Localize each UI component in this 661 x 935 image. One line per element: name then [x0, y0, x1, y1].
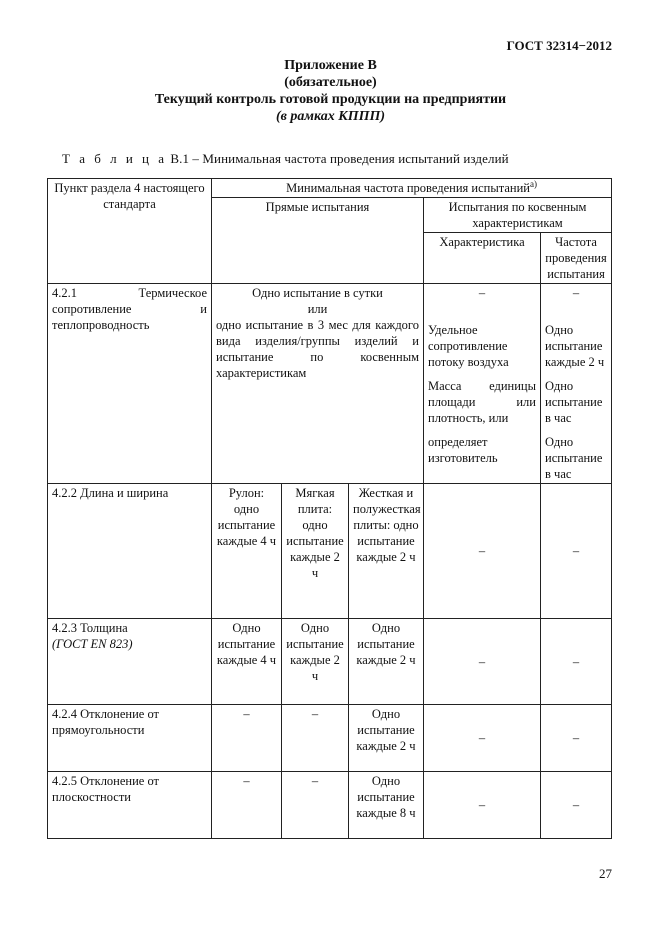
appendix-subheading: (в рамках КППП)	[275, 109, 386, 124]
row-rigid-cell	[349, 619, 424, 705]
frequency-dash: –	[572, 654, 580, 669]
rigid-board-frequency: Одно испытание каждые 8 ч	[356, 774, 416, 820]
row-soft-cell	[282, 484, 349, 619]
row-soft-cell	[282, 705, 349, 772]
row-characteristic-cell	[424, 484, 541, 619]
header-frequency-footnote: а)	[529, 178, 537, 189]
row-soft-cell	[282, 772, 349, 839]
frequency-dash: –	[572, 798, 580, 812]
row-item-cell	[48, 772, 212, 839]
characteristic-dash: –	[478, 654, 486, 669]
frequency-mass: Одно испытание в час	[545, 379, 603, 425]
frequency-dash: –	[572, 731, 580, 745]
frequency-manufacturer: Одно испытание в час	[545, 435, 603, 481]
appendix-status: (обязательное)	[284, 75, 377, 90]
row-direct-cell	[212, 284, 424, 484]
header-test-frequency-label: Частота проведения испытания	[545, 235, 607, 281]
characteristic-dash: –	[478, 798, 486, 812]
roll-frequency: –	[243, 774, 250, 788]
soft-board-frequency: Одно испытание каждые 2 ч	[286, 621, 344, 683]
row-frequency-cell	[541, 284, 612, 484]
characteristic-dash: –	[478, 286, 486, 300]
table-caption-prefix: Т а б л и ц а	[62, 151, 167, 166]
row-item-label: 4.2.2 Длина и ширина	[52, 486, 169, 500]
frequency-dash: –	[572, 286, 580, 300]
frequency-dash: –	[572, 544, 580, 558]
row-item-label: 4.2.1 Термическое сопротивление и теплопроводность	[52, 286, 207, 332]
characteristic-dash: –	[478, 544, 486, 558]
row-characteristic-cell	[424, 772, 541, 839]
row-rigid-cell	[349, 705, 424, 772]
row-soft-cell	[282, 619, 349, 705]
header-characteristic-cell	[424, 233, 541, 284]
header-direct-cell	[212, 198, 424, 284]
header-frequency-cell	[212, 179, 612, 198]
characteristic-dash: –	[478, 731, 486, 745]
direct-line-3: одно испытание в 3 мес для каждого вида изделия/группы изделий и испытание по косвенным характеристикам	[216, 318, 419, 380]
table-row	[48, 705, 612, 772]
header-test-frequency-cell	[541, 233, 612, 284]
row-frequency-cell	[541, 705, 612, 772]
row-characteristic-cell	[424, 619, 541, 705]
row-roll-cell	[212, 484, 282, 619]
header-indirect-label: Испытания по косвенным характеристикам	[448, 200, 587, 230]
row-item-cell	[48, 705, 212, 772]
header-direct-label: Прямые испытания	[265, 200, 370, 214]
direct-line-1: Одно испытание в сутки	[252, 286, 383, 300]
row-item-cell	[48, 284, 212, 484]
row-rigid-cell	[349, 484, 424, 619]
rigid-board-frequency: Жесткая и полужесткая плиты: одно испытание каждые 2 ч	[353, 486, 421, 564]
row-item-cell	[48, 619, 212, 705]
document-code: ГОСТ 32314−2012	[506, 38, 612, 53]
table-caption-text: В.1 – Минимальная частота проведения испытаний изделий	[170, 151, 509, 166]
header-characteristic-label: Характеристика	[439, 235, 525, 249]
row-characteristic-cell	[424, 705, 541, 772]
header-section-label: Пункт раздела 4 настоящего стандарта	[54, 181, 205, 211]
table-row	[48, 284, 612, 484]
row-item-label: 4.2.5 Отклонение от плоскостности	[52, 774, 160, 804]
row-item-label: 4.2.4 Отклонение от прямоугольности	[52, 707, 160, 737]
table-row	[48, 619, 612, 705]
row-frequency-cell	[541, 619, 612, 705]
roll-frequency: Рулон: одно испытание каждые 4 ч	[216, 486, 277, 548]
frequency-air-flow: Одно испытание каждые 2 ч	[545, 323, 605, 369]
row-characteristic-cell	[424, 284, 541, 484]
soft-board-frequency: –	[311, 707, 319, 721]
row-frequency-cell	[541, 772, 612, 839]
row-rigid-cell	[349, 772, 424, 839]
row-roll-cell	[212, 772, 282, 839]
table-row	[48, 772, 612, 839]
row-frequency-cell	[541, 484, 612, 619]
roll-frequency: Одно испытание каждые 4 ч	[216, 621, 277, 667]
characteristic-manufacturer: определяет изготовитель	[428, 435, 498, 465]
soft-board-frequency: –	[311, 774, 319, 788]
appendix-heading: Текущий контроль готовой продукции на предприятии	[154, 92, 507, 107]
table-caption	[62, 151, 509, 167]
row-item-cell	[48, 484, 212, 619]
soft-board-frequency: Мягкая плита: одно испытание каждые 2 ч	[286, 486, 344, 580]
characteristic-air-flow: Удельное сопротивление потоку воздуха	[428, 323, 509, 369]
rigid-board-frequency: Одно испытание каждые 2 ч	[356, 707, 416, 753]
row-roll-cell	[212, 705, 282, 772]
table-row	[48, 484, 612, 619]
page-number: 27	[599, 866, 612, 881]
header-indirect-cell	[424, 198, 612, 233]
table-header-row-1	[48, 179, 612, 198]
header-frequency-label: Минимальная частота проведения испытаний	[286, 181, 530, 195]
roll-frequency: –	[243, 707, 250, 721]
characteristic-mass: Масса единицы площади или плотность, или	[428, 379, 536, 425]
header-section-cell	[48, 179, 212, 284]
row-roll-cell	[212, 619, 282, 705]
row-item-label: 4.2.3 Толщина	[52, 621, 128, 635]
rigid-board-frequency: Одно испытание каждые 2 ч	[356, 621, 416, 667]
frequency-table	[47, 178, 612, 839]
row-item-reference: (ГОСТ EN 823)	[52, 637, 133, 651]
direct-line-2: или	[307, 302, 328, 316]
appendix-title: Приложение В	[284, 58, 377, 73]
